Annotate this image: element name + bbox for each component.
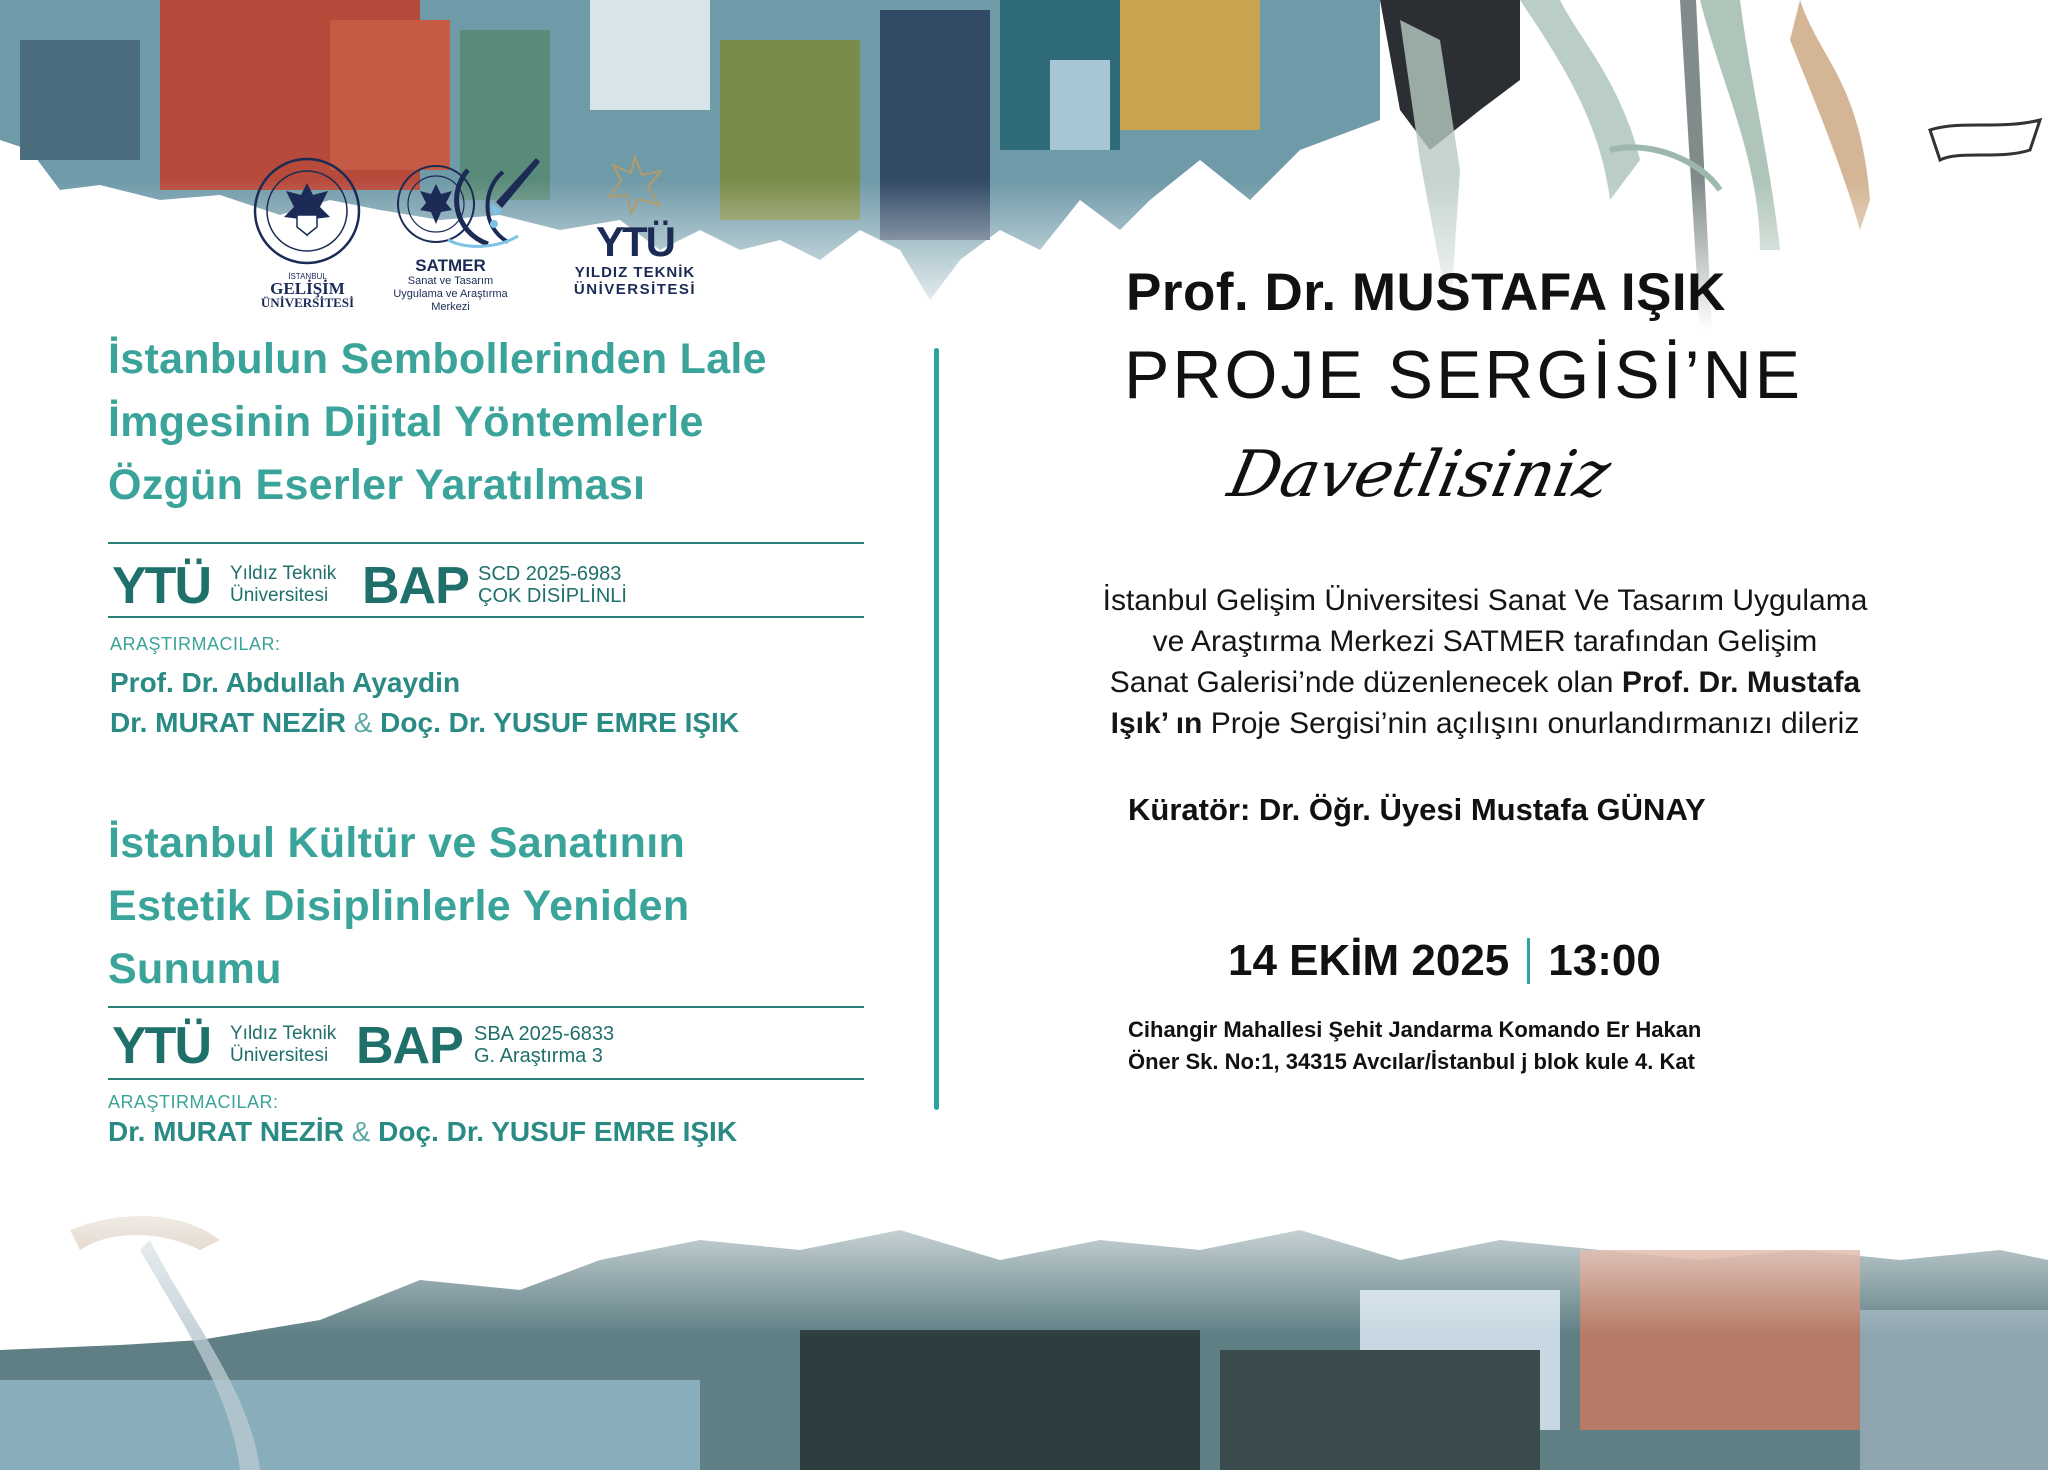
gelisim-istanbul: İSTANBUL bbox=[288, 272, 327, 281]
project1-researcher-3: Doç. Dr. YUSUF EMRE IŞIK bbox=[380, 707, 740, 738]
satmer-emblem-icon bbox=[388, 152, 543, 252]
project2-researchers-label: ARAŞTIRMACILAR: bbox=[108, 1092, 279, 1112]
exhibition-title: PROJE SERGİSİ’NE bbox=[1124, 337, 1804, 413]
guest-name: Prof. Dr. MUSTAFA IŞIK bbox=[1126, 263, 1726, 322]
project2-researchers bbox=[108, 1112, 737, 1152]
ytu-line1: YILDIZ TEKNİK bbox=[574, 264, 696, 281]
vertical-divider bbox=[934, 348, 939, 1110]
project1-title-line3: Özgün Eserler Yaratılması bbox=[108, 461, 646, 509]
project2-title-line1: İstanbul Kültür ve Sanatının bbox=[108, 819, 686, 867]
satmer-line3: Merkezi bbox=[431, 301, 470, 313]
project1-researchers-line2 bbox=[110, 703, 739, 743]
para-line3 bbox=[1010, 662, 1960, 703]
project2-bap-type: G. Araştırma 3 bbox=[474, 1045, 603, 1067]
para-line3-text: Sanat Galerisi’nde düzenlenecek olan bbox=[1109, 666, 1622, 699]
logo-gelisim bbox=[250, 155, 365, 310]
date-time-separator bbox=[1527, 938, 1530, 984]
logo-ytu bbox=[560, 155, 710, 310]
project2-title bbox=[108, 812, 908, 1001]
ytu-mark: YTÜ bbox=[596, 218, 674, 265]
invitation-script: Davetlisiniz bbox=[1222, 438, 1617, 512]
project1-rule-bottom bbox=[108, 616, 864, 618]
project2-ytu-line1: Yıldız Teknik bbox=[230, 1023, 337, 1044]
curator: Küratör: Dr. Öğr. Üyesi Mustafa GÜNAY bbox=[1128, 792, 1706, 827]
para-line4-text: Proje Sergisi’nin açılışını onurlandırmanızı dileriz bbox=[1202, 707, 1860, 740]
logo-satmer bbox=[388, 152, 543, 312]
project1-title-line2: İmgesinin Dijital Yöntemlerle bbox=[108, 398, 704, 446]
project1-title bbox=[108, 328, 908, 517]
para-line3-bold: Prof. Dr. Mustafa bbox=[1621, 666, 1861, 699]
gelisim-line2: ÜNİVERSİTESİ bbox=[260, 295, 355, 310]
project2-title-line3: Sunumu bbox=[108, 945, 282, 993]
project2-researcher-2: Doç. Dr. YUSUF EMRE IŞIK bbox=[378, 1116, 738, 1147]
para-line2: ve Araştırma Merkezi SATMER tarafından Gelişim bbox=[1152, 625, 1818, 658]
project1-bap-type: ÇOK DİSİPLİNLİ bbox=[478, 585, 627, 607]
para-line1: İstanbul Gelişim Üniversitesi Sanat Ve Tasarım Uygulama bbox=[1102, 584, 1868, 617]
project1-ytu-line1: Yıldız Teknik bbox=[230, 563, 337, 584]
ampersand: & bbox=[351, 1116, 371, 1147]
satmer-line1: Sanat ve Tasarım bbox=[407, 275, 494, 287]
para-line4 bbox=[1010, 703, 1960, 744]
project1-ytu-line2: Üniversitesi bbox=[230, 585, 329, 606]
project1-researchers-label: ARAŞTIRMACILAR: bbox=[110, 634, 281, 654]
project2-rule-bottom bbox=[108, 1078, 864, 1080]
project2-ytu-line2: Üniversitesi bbox=[230, 1045, 329, 1066]
invitation-paragraph bbox=[1010, 580, 1960, 744]
gelisim-line1: GELİŞİM bbox=[270, 279, 345, 298]
bottom-artwork bbox=[0, 1170, 2048, 1470]
project2-ytu-mark: YTÜ bbox=[112, 1017, 210, 1075]
para-line4-bold: Işık’ ın bbox=[1110, 707, 1203, 740]
project1-researcher-2: Dr. MURAT NEZİR bbox=[110, 707, 346, 738]
project1-title-line1: İstanbulun Sembollerinden Lale bbox=[108, 335, 767, 383]
project1-bap-code: SCD 2025-6983 bbox=[478, 563, 622, 585]
event-time: 13:00 bbox=[1548, 936, 1661, 985]
project2-rule-top bbox=[108, 1006, 864, 1008]
gelisim-emblem-icon bbox=[250, 155, 365, 267]
project1-ytu-mark: YTÜ bbox=[112, 557, 210, 615]
address-line1: Cihangir Mahallesi Şehit Jandarma Komando Er Hakan bbox=[1128, 1017, 1702, 1042]
event-date: 14 EKİM 2025 bbox=[1228, 936, 1510, 985]
ampersand: & bbox=[353, 707, 373, 738]
ytu-star-icon bbox=[560, 155, 710, 215]
ytu-line2: ÜNİVERSİTESİ bbox=[573, 281, 697, 298]
project1-bap-mark: BAP bbox=[362, 557, 469, 615]
project2-bap-code: SBA 2025-6833 bbox=[474, 1023, 615, 1045]
event-address bbox=[1128, 1014, 1701, 1078]
event-datetime bbox=[1228, 936, 1661, 986]
project1-researchers bbox=[110, 663, 739, 743]
project2-title-line2: Estetik Disiplinlerle Yeniden bbox=[108, 882, 690, 930]
address-line2: Öner Sk. No:1, 34315 Avcılar/İstanbul j blok kule 4. Kat bbox=[1128, 1049, 1695, 1074]
project1-researcher-1: Prof. Dr. Abdullah Ayaydin bbox=[110, 667, 461, 698]
project1-rule-top bbox=[108, 542, 864, 544]
project2-bap-mark: BAP bbox=[356, 1017, 463, 1075]
satmer-name: SATMER bbox=[415, 256, 486, 275]
project2-researcher-1: Dr. MURAT NEZİR bbox=[108, 1116, 344, 1147]
satmer-line2: Uygulama ve Araştırma bbox=[393, 288, 508, 300]
